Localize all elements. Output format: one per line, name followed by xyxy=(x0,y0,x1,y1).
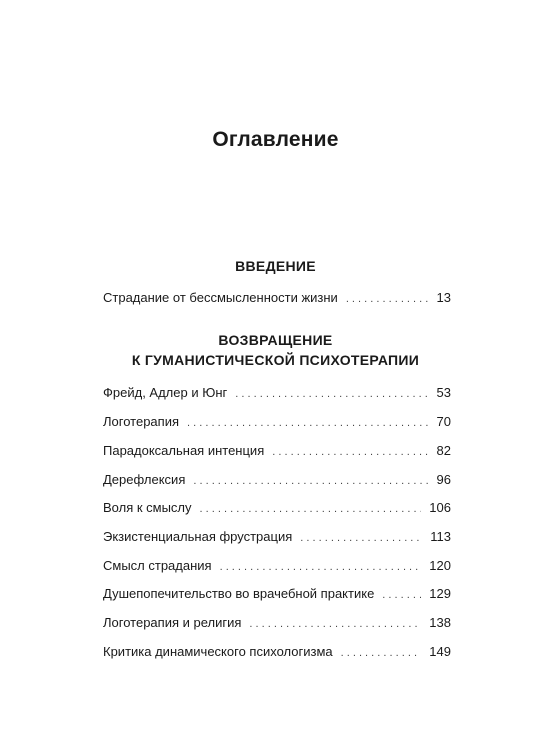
toc-entry[interactable] xyxy=(103,471,451,489)
dot-leader xyxy=(200,500,422,518)
toc-entry-page: 53 xyxy=(436,385,451,400)
toc-entry-label: Логотерапия xyxy=(103,414,180,429)
toc-entry[interactable] xyxy=(103,528,451,546)
toc-entry-page: 70 xyxy=(436,414,451,429)
toc-entry-label: Критика динамического психологизма xyxy=(103,644,333,659)
toc-entry-label: Дерефлексия xyxy=(103,472,186,487)
dot-leader xyxy=(235,385,428,403)
dot-leader xyxy=(346,290,429,308)
toc-entry[interactable] xyxy=(103,289,451,307)
toc-entry-page: 106 xyxy=(429,500,451,515)
toc-entry-page: 129 xyxy=(429,586,451,601)
dot-leader xyxy=(272,443,428,461)
section-heading-line: ВОЗВРАЩЕНИЕ xyxy=(218,332,333,348)
section-heading-line: К ГУМАНИСТИЧЕСКОЙ ПСИХОТЕРАПИИ xyxy=(131,352,420,368)
dot-leader xyxy=(187,414,429,432)
dot-leader xyxy=(382,586,421,604)
page-title: Оглавление xyxy=(212,128,339,151)
toc-entry-page: 149 xyxy=(429,644,451,659)
dot-leader xyxy=(341,644,422,662)
toc-entry-page: 82 xyxy=(436,443,451,458)
toc-entry-page: 138 xyxy=(429,615,451,630)
toc-entry[interactable] xyxy=(103,557,451,575)
toc-entry-page: 120 xyxy=(429,558,451,573)
toc-entry-label: Смысл страдания xyxy=(103,558,212,573)
toc-entry-label: Страдание от бессмысленности жизни xyxy=(103,290,338,305)
section-heading-line: ВВЕДЕНИЕ xyxy=(235,258,316,274)
toc-entry[interactable] xyxy=(103,499,451,517)
toc-entry[interactable] xyxy=(103,442,451,460)
dot-leader xyxy=(300,529,422,547)
toc-entry-label: Парадоксальная интенция xyxy=(103,443,265,458)
toc-entry-page: 96 xyxy=(436,472,451,487)
toc-entry[interactable] xyxy=(103,413,451,431)
toc-entry-label: Душепопечительство во врачебной практике xyxy=(103,586,375,601)
section-heading-return xyxy=(0,330,551,370)
dot-leader xyxy=(249,615,421,633)
dot-leader xyxy=(220,558,422,576)
toc-entry-label: Экзистенциальная фрустрация xyxy=(103,529,293,544)
toc-entry-page: 113 xyxy=(430,529,451,544)
toc-entry-label: Логотерапия и религия xyxy=(103,615,242,630)
toc-entry-label: Воля к смыслу xyxy=(103,500,192,515)
toc-entry[interactable] xyxy=(103,384,451,402)
section-heading-introduction xyxy=(0,256,551,276)
toc-entry-page: 13 xyxy=(436,290,451,305)
toc-entry[interactable] xyxy=(103,614,451,632)
toc-entry[interactable] xyxy=(103,585,451,603)
toc-entry[interactable] xyxy=(103,643,451,661)
toc-entry-label: Фрейд, Адлер и Юнг xyxy=(103,385,228,400)
dot-leader xyxy=(193,472,428,490)
